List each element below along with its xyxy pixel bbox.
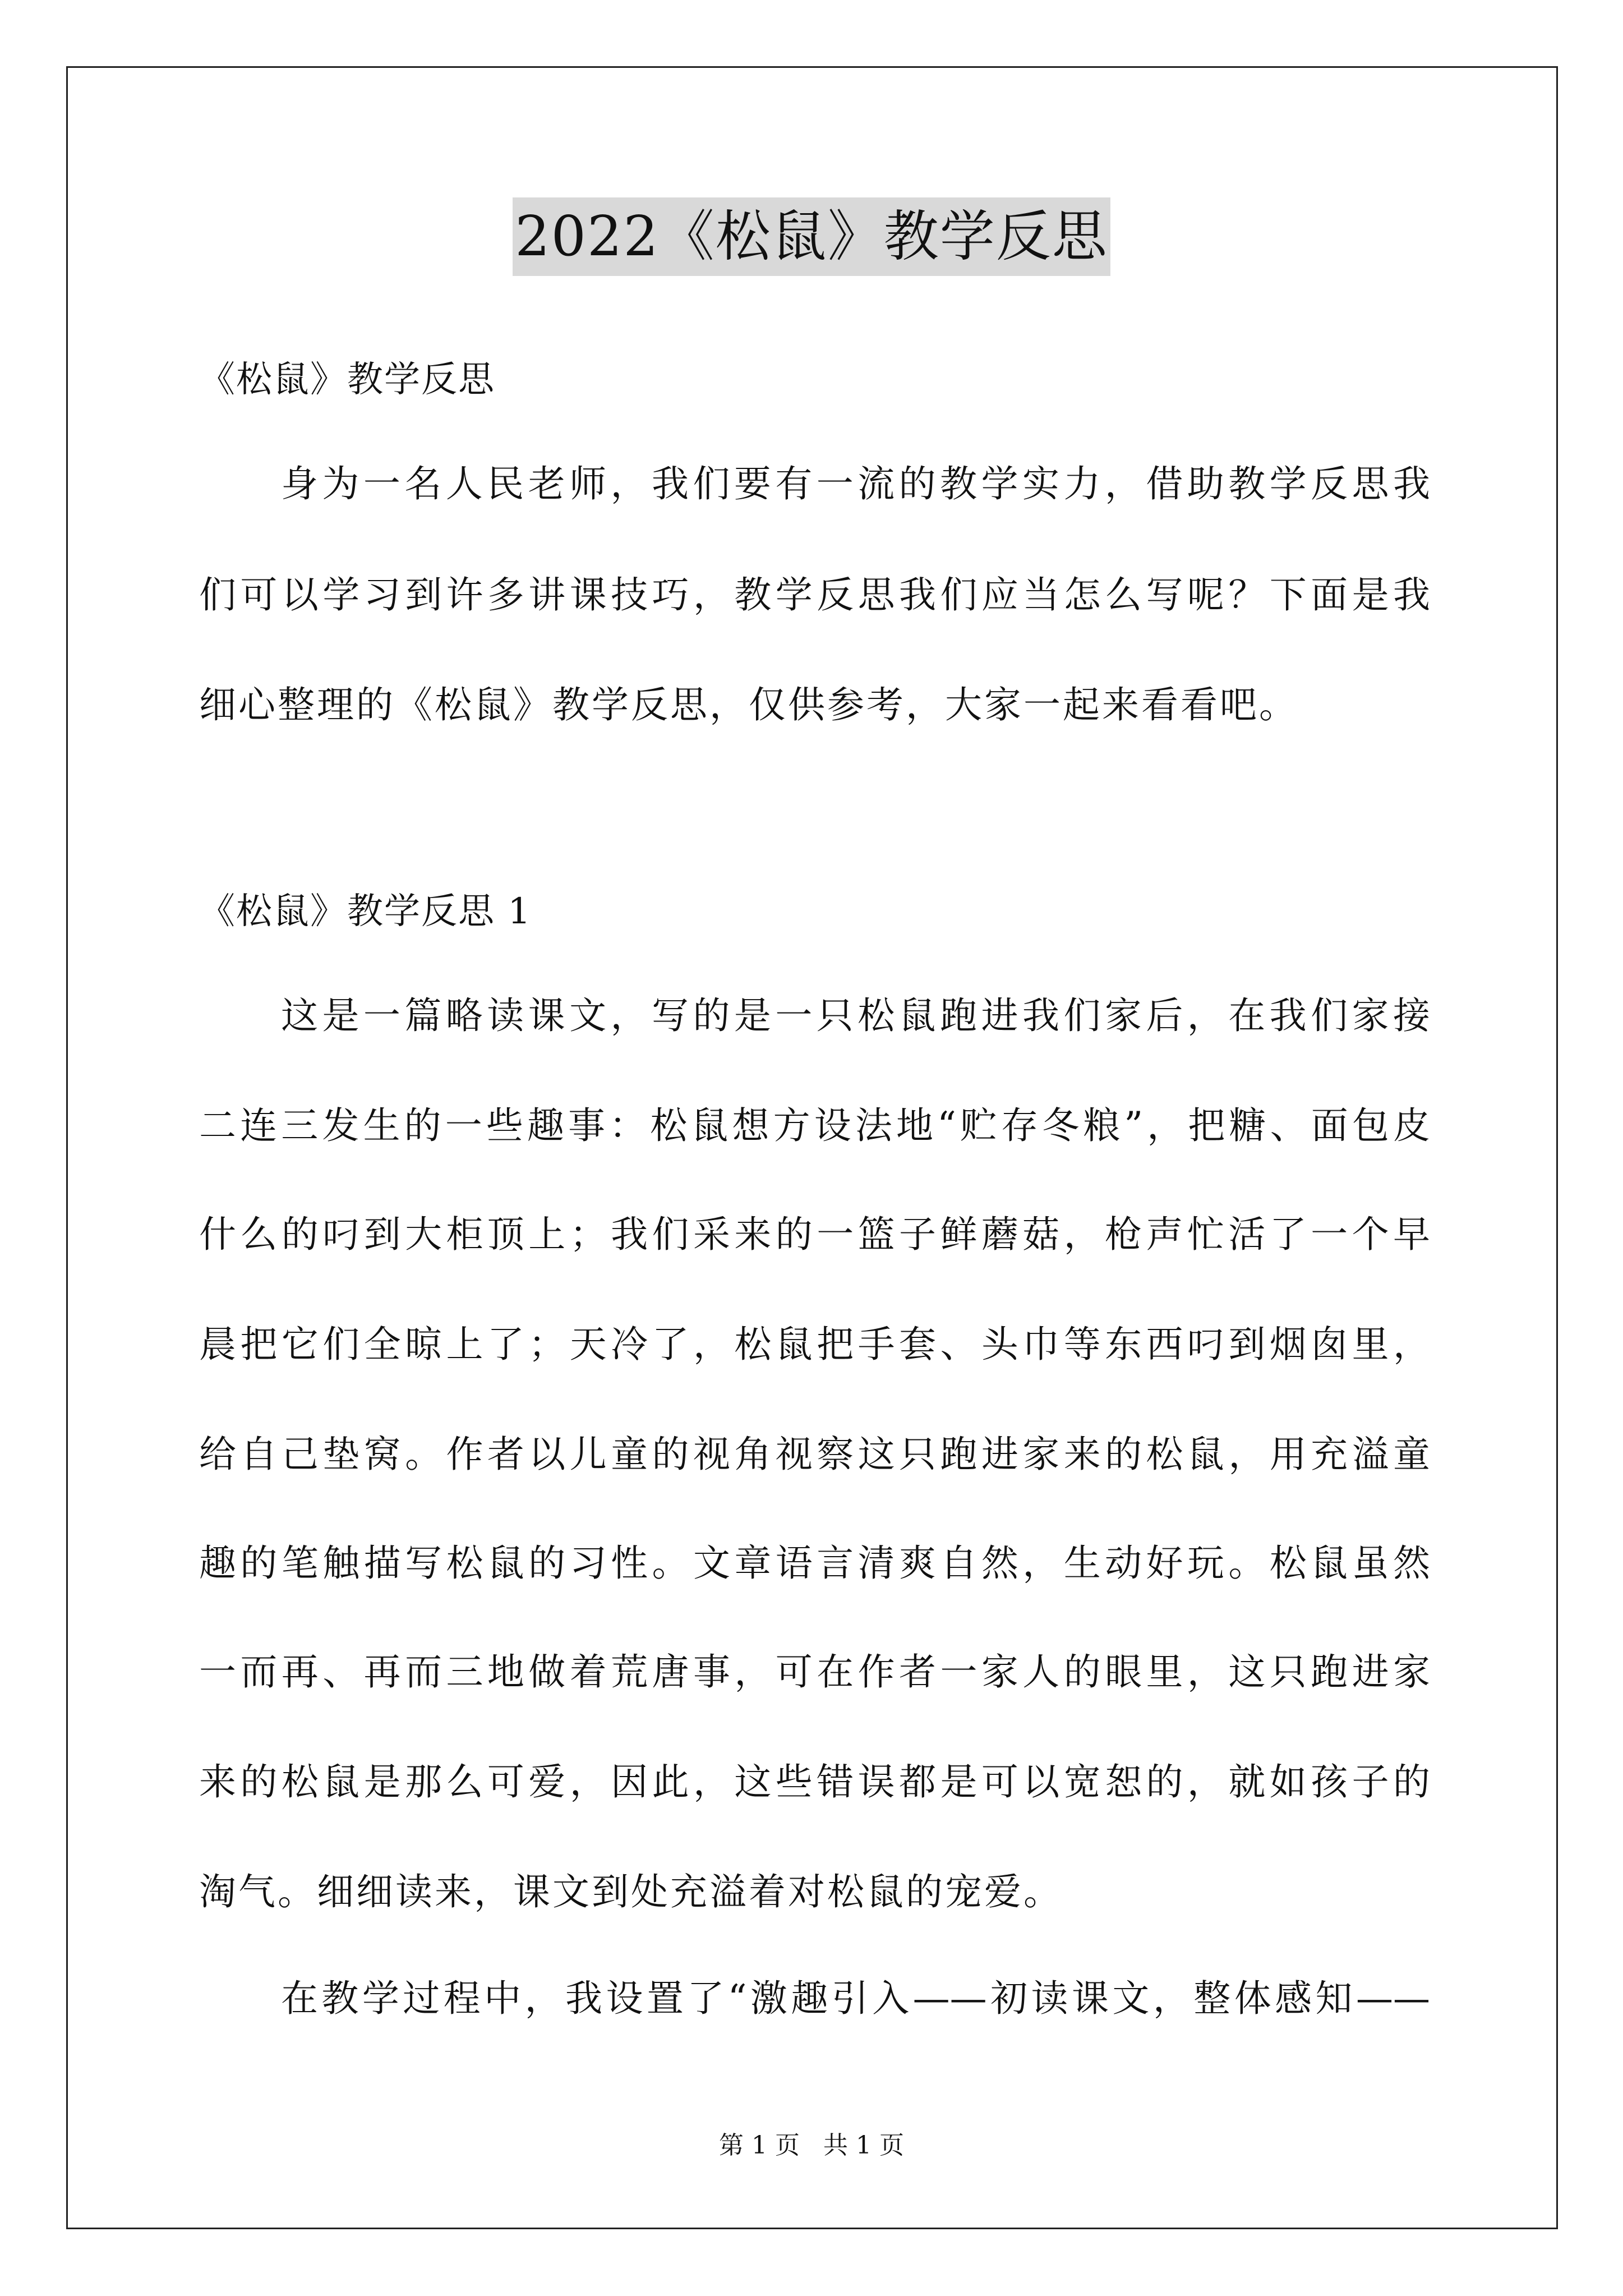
intro-line-3: 细心整理的《松鼠》教学反思，仅供参考，大家一起来看看吧。 <box>199 683 1298 726</box>
section-heading-1: 《松鼠》教学反思 1 <box>199 891 532 932</box>
para1-line-5: 给自己垫窝。作者以儿童的视角视察这只跑进家来的松鼠，用充溢童 <box>199 1433 1430 1476</box>
para1-line-6: 趣的笔触描写松鼠的习性。文章语言清爽自然，生动好玩。松鼠虽然 <box>199 1542 1430 1585</box>
intro-line-2: 们可以学习到许多讲课技巧，教学反思我们应当怎么写呢？下面是我 <box>199 573 1430 616</box>
para1-line-3: 什么的叼到大柜顶上；我们采来的一篮子鲜蘑菇，枪声忙活了一个早 <box>199 1213 1430 1256</box>
para1-line-2: 二连三发生的一些趣事：松鼠想方设法地“贮存冬粮”，把糖、面包皮 <box>199 1104 1430 1147</box>
title-container <box>0 197 1623 276</box>
section-heading-intro: 《松鼠》教学反思 <box>199 359 495 401</box>
para2-line-1: 在教学过程中，我设置了“激趣引入——初读课文，整体感知—— <box>281 1977 1430 2020</box>
para1-line-1: 这是一篇略读课文，写的是一只松鼠跑进我们家后，在我们家接 <box>281 994 1430 1037</box>
intro-line-1: 身为一名人民老师，我们要有一流的教学实力，借助教学反思我 <box>281 462 1430 505</box>
para1-line-9: 淘气。细细读来，课文到处充溢着对松鼠的宠爱。 <box>199 1870 1063 1913</box>
document-title: 2022《松鼠》教学反思 <box>513 197 1110 276</box>
para1-line-4: 晨把它们全晾上了；天冷了，松鼠把手套、头巾等东西叼到烟囱里， <box>199 1323 1430 1366</box>
para1-line-7: 一而再、再而三地做着荒唐事，可在作者一家人的眼里，这只跑进家 <box>199 1650 1430 1694</box>
page-footer: 第 1 页 共 1 页 <box>719 2131 904 2160</box>
para1-line-8: 来的松鼠是那么可爱，因此，这些错误都是可以宽恕的，就如孩子的 <box>199 1760 1430 1803</box>
